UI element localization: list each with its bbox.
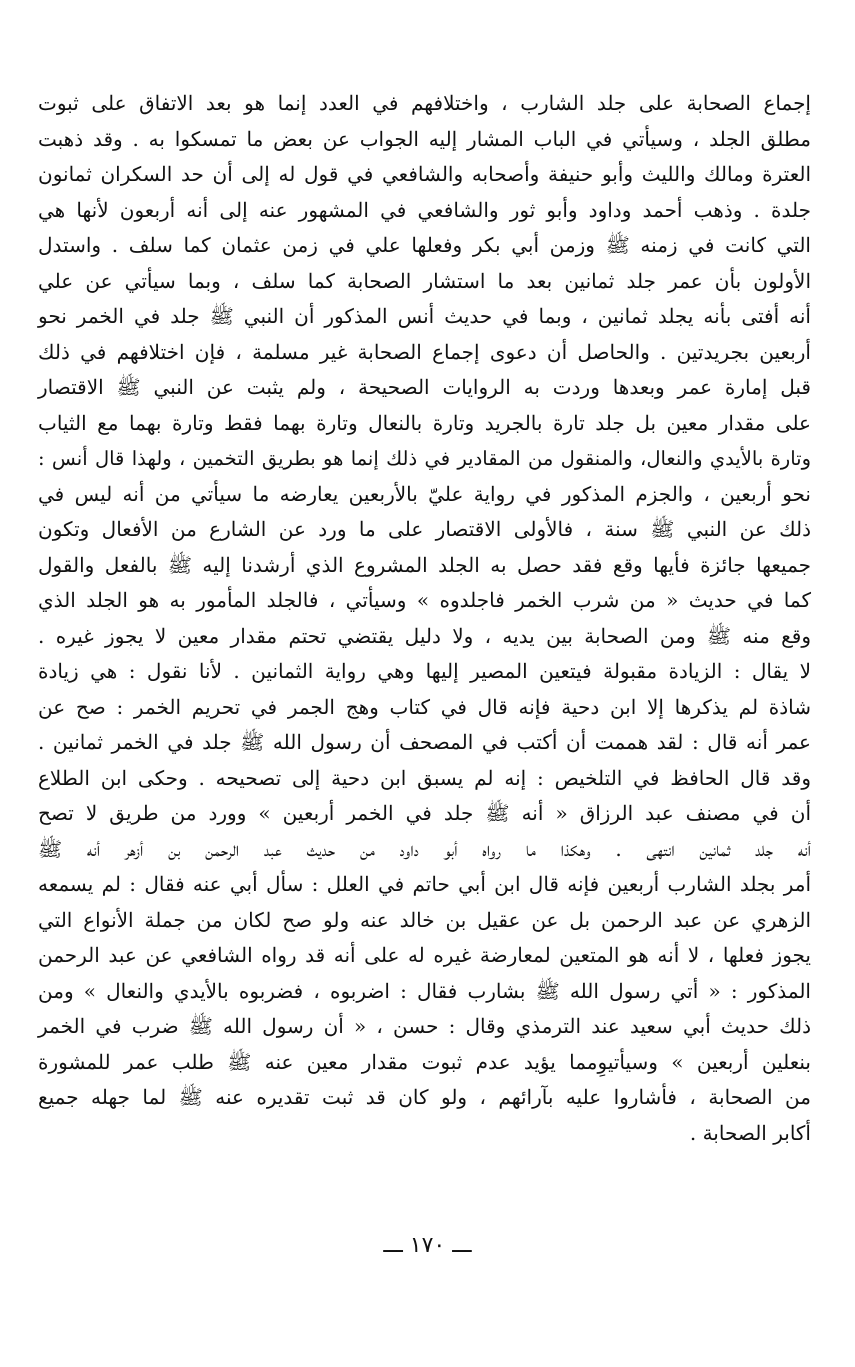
text-line: نحو أربعين ، والجزم المذكور في رواية عليّ بالأربعين يعارضه ما سيأتي من أنه ليس في [38,481,811,506]
text-line: وقع منه ﷺ ومن الصحابة بين يديه ، ولا دليل يقتضي تحتم مقدار معين لا يجوز غيره . [38,623,811,648]
text-line: أربعين بجريدتين . والحاصل أن دعوى إجماع الصحابة غير مسلمة ، فإن اختلافهم في ذلك [38,339,811,364]
text-line: أن في مصنف عبد الرزاق « أنه ﷺ جلد في الخمر أربعين » وورد من طريق لا تصح [38,801,811,825]
text-line: لا يقال : الزيادة مقبولة فيتعين المصير إليها وهي رواية الثمانين . لأنا نقول : هي زيادة [38,659,811,683]
text-line: الزهري عن عبد الرحمن بل عن عقيل بن خالد عنه ولو صح لكان من جملة الأنواع التي [38,907,811,932]
text-line: شاذة لم يذكرها إلا ابن دحية فإنه قال في كتاب وهج الجمر في تحريم الخمر : صح عن [38,694,811,719]
text-line: المذكور : « أتي رسول الله ﷺ بشارب فقال : اضربوه ، فضربوه بالأيدي والنعال » ومن [38,978,811,1003]
text-line: أنه جلد ثمانين انتهى . وهكذا ما رواه أبو داود من حديث عبد الرحمن بن أزهر أنه ﷺ [38,836,811,861]
main-text [38,86,811,1151]
text-line: على مقدار معين بل جلد تارة بالجريد وتارة بالنعال وتارة بهما فقط وتارة بهما مع الثياب [38,410,811,435]
text-line: العترة ومالك والليث وأبو حنيفة وأصحابه والشافعي في قول له إلى أن حد السكران ثمانون [38,162,811,186]
text-line: وقد قال الحافظ في التلخيص : إنه لم يسبق ابن دحية إلى تصحيحه . وحكى ابن الطلاع [38,765,811,790]
text-line: يجوز فعلها ، لا أنه هو المتعين لمعارضة غيره له على أنه قد رواه الشافعي عن عبد الرحمن [38,943,811,967]
text-line: كما في حديث « من شرب الخمر فاجلدوه » وسيأتي ، فالجلد المأمور به هو الجلد الذي [38,588,811,612]
text-line: عمر أنه قال : لقد هممت أن أكتب في المصحف أن رسول الله ﷺ جلد في الخمر ثمانين . [38,730,811,754]
text-line: ذلك عن النبي ﷺ سنة ، فالأولى الاقتصار على ما ورد عن الشارع من الأفعال وتكون [38,517,811,541]
text-line: إجماع الصحابة على جلد الشارب ، واختلافهم في العدد إنما هو بعد الاتفاق على ثبوت [38,91,811,115]
text-line: مطلق الجلد ، وسيأتي في الباب المشار إليه الجواب عن بعض ما تمسكوا به . وقد ذهبت [38,126,811,151]
text-line: بنعلين أربعين » وسيأتيوِمما يؤيد عدم ثبوت مقدار معين عنه ﷺ طلب عمر للمشورة [38,1049,811,1074]
text-line: وتارة بالأيدي والنعال، والمنقول من المقادير في ذلك إنما هو بطريق التخمين ، ولهذا قال أنس : [38,447,811,470]
text-line: الأولون بأن عمر جلد ثمانين بعد ما استشار الصحابة كما سلف ، وبما سيأتي عن علي [38,268,811,293]
text-line: أمر بجلد الشارب أربعين فإنه قال ابن أبي حاتم في العلل : سأل أبي عنه فقال : لم يسمعه [38,872,811,896]
text-line: ذلك حديث أبي سعيد عند الترمذي وقال : حسن ، « أن رسول الله ﷺ ضرب في الخمر [38,1014,811,1038]
text-line: أكابر الصحابة . [689,1120,811,1145]
text-line: التي كانت في زمنه ﷺ وزمن أبي بكر وفعلها علي في زمن عثمان كما سلف . واستدل [38,233,811,257]
text-line: من الصحابة ، فأشاروا عليه بآرائهم ، ولو كان قد ثبت تقديره عنه ﷺ لما جهله جميع [38,1085,811,1109]
page-body [38,86,811,1151]
text-line: جلدة . وذهب أحمد وداود وأبو ثور والشافعي في المشهور عنه إلى أنه أربعون لأنها هي [38,197,811,222]
text-line: أنه أفتى بأنه يجلد ثمانين ، وبما في حديث أنس المذكور أن النبي ﷺ جلد في الخمر نحو [38,304,811,328]
page-number: ـــ ١٧٠ ـــ [383,1233,472,1258]
text-line: قبل إمارة عمر وبعدها وردت به الروايات الصحيحة ، ولم يثبت عن النبي ﷺ الاقتصار [38,375,811,399]
text-line: جميعها جائزة فأيها وقع فقد حصل به الجلد المشروع الذي أرشدنا إليه ﷺ بالفعل والقول [38,552,811,577]
